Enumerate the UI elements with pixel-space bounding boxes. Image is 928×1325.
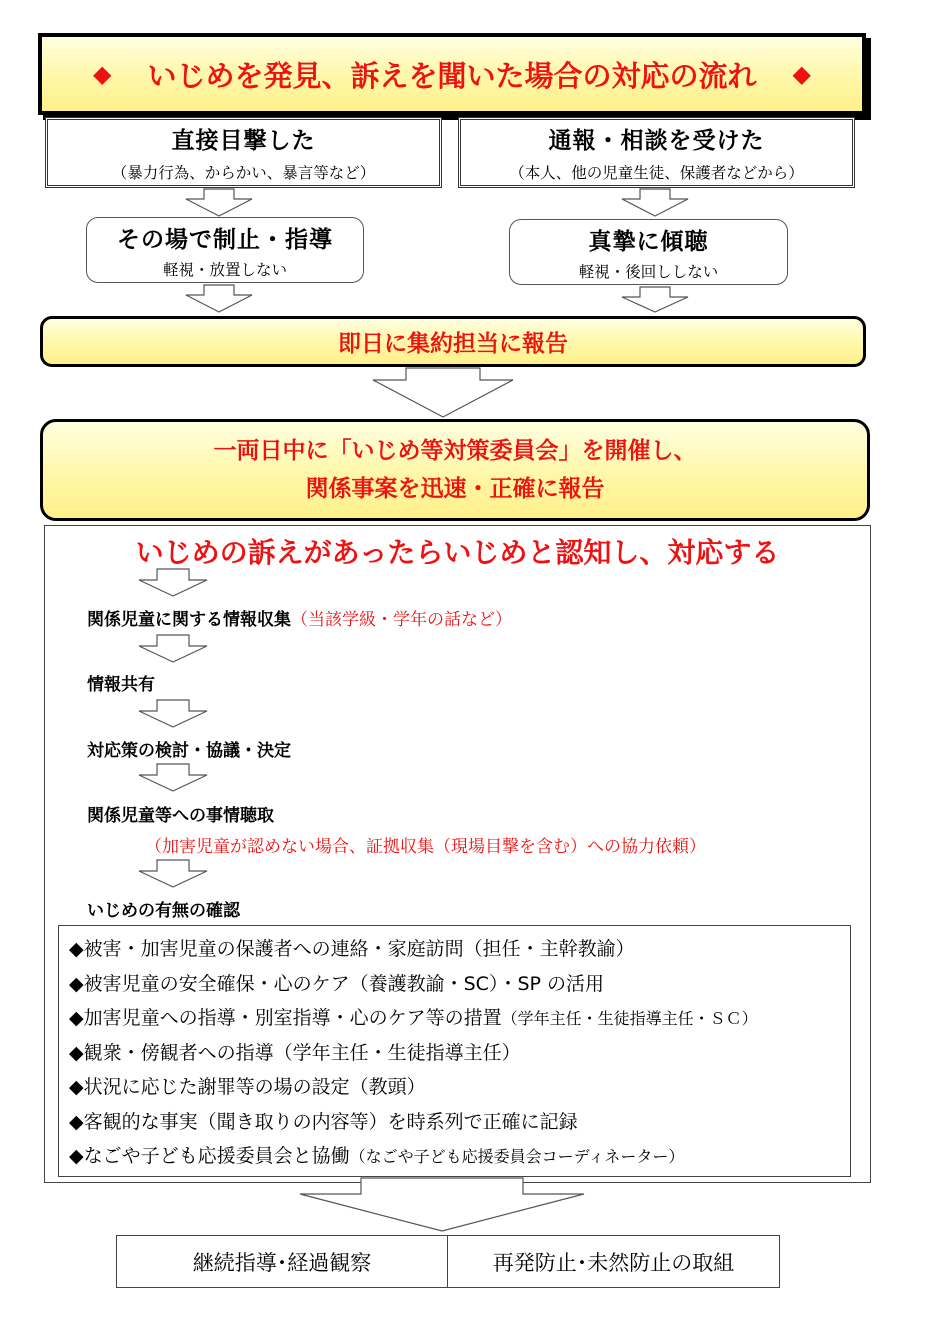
step-interview-note: （加害児童が認めない場合、証拠収集（現場目撃を含む）への協力依頼）: [145, 837, 706, 857]
step-info-collection-note: （当該学級・学年の話など）: [291, 610, 512, 630]
diamond-icon: ◆: [69, 1110, 84, 1133]
diamond-icon: ◆: [69, 972, 84, 995]
step-confirm-bullying: いじめの有無の確認: [87, 901, 240, 921]
action-item: ◆被害児童の安全確保・心のケア（養護教諭・SC）・SP の活用: [69, 972, 605, 995]
committee-line-2: 関係事案を迅速・正確に報告: [305, 476, 605, 502]
witnessed-heading: 直接目撃した: [171, 128, 316, 154]
listen-heading: 真摯に傾聴: [588, 228, 709, 255]
consulted-box: [458, 117, 855, 188]
arrow-down-icon: [139, 635, 207, 663]
process-heading: いじめの訴えがあったらいじめと認知し、対応する: [135, 536, 780, 569]
title-banner: [38, 33, 866, 115]
arrow-down-icon: [139, 764, 207, 792]
arrow-down-icon: [300, 1178, 584, 1232]
listen-sub: 軽視・後回ししない: [578, 262, 719, 281]
arrow-down-icon: [622, 189, 688, 217]
report-same-day-bar: [40, 316, 866, 367]
arrow-down-icon: [139, 700, 207, 728]
page-title: いじめを発見、訴えを聞いた場合の対応の流れ: [147, 58, 757, 93]
action-item: ◆なごや子ども応援委員会と協働（なごや子ども応援委員会コーディネーター）: [69, 1145, 685, 1167]
arrow-down-icon: [186, 189, 252, 217]
step-info-sharing: 情報共有: [87, 675, 155, 695]
arrow-down-icon: [139, 569, 207, 597]
continued-guidance-box: [116, 1235, 448, 1288]
report-same-day-text: 即日に集約担当に報告: [338, 331, 568, 357]
arrow-down-icon: [622, 287, 688, 313]
arrow-down-icon: [373, 368, 513, 418]
diamond-icon: ◆: [69, 1145, 84, 1167]
prevention-text: 再発防止･未然防止の取組: [492, 1250, 735, 1275]
arrow-down-icon: [139, 860, 207, 888]
witnessed-box: [45, 117, 442, 188]
diamond-icon: ◆: [69, 1041, 84, 1064]
committee-line-1: 一両日中に「いじめ等対策委員会」を開催し、: [213, 438, 697, 464]
title-right-diamond: ◆: [792, 60, 811, 88]
title-left-diamond: ◆: [93, 60, 112, 88]
action-checklist: [58, 925, 851, 1177]
witnessed-sub: （暴力行為、からかい、暴言等など）: [111, 164, 376, 182]
stop-guide-sub: 軽視・放置しない: [162, 260, 287, 279]
action-item: ◆客観的な事実（聞き取りの内容等）を時系列で正確に記録: [69, 1110, 578, 1133]
step-info-collection-label: 関係児童に関する情報収集: [87, 610, 291, 630]
step-interview: 関係児童等への事情聴取: [87, 806, 274, 826]
continued-guidance-text: 継続指導･経過観察: [192, 1250, 372, 1275]
listen-box: [509, 219, 788, 285]
arrow-down-icon: [186, 285, 252, 313]
diamond-icon: ◆: [69, 1007, 84, 1029]
consulted-sub: （本人、他の児童生徒、保護者などから）: [509, 164, 804, 182]
action-item: ◆加害児童への指導・別室指導・心のケア等の措置（学年主任・生徒指導主任・ＳＣ）: [69, 1007, 758, 1029]
prevention-box: [447, 1235, 780, 1288]
action-item: ◆状況に応じた謝罪等の場の設定（教頭）: [69, 1076, 426, 1098]
diamond-icon: ◆: [69, 938, 84, 960]
diamond-icon: ◆: [69, 1076, 84, 1098]
action-item: ◆被害・加害児童の保護者への連絡・家庭訪問（担任・主幹教諭）: [69, 938, 635, 960]
consulted-heading: 通報・相談を受けた: [548, 128, 765, 154]
stop-guide-box: [86, 217, 364, 283]
action-item: ◆観衆・傍観者への指導（学年主任・生徒指導主任）: [69, 1041, 521, 1064]
step-info-collection: [87, 605, 512, 630]
committee-box: [40, 419, 870, 521]
stop-guide-heading: その場で制止・指導: [117, 226, 333, 253]
step-decide-measures: 対応策の検討・協議・決定: [87, 741, 291, 761]
